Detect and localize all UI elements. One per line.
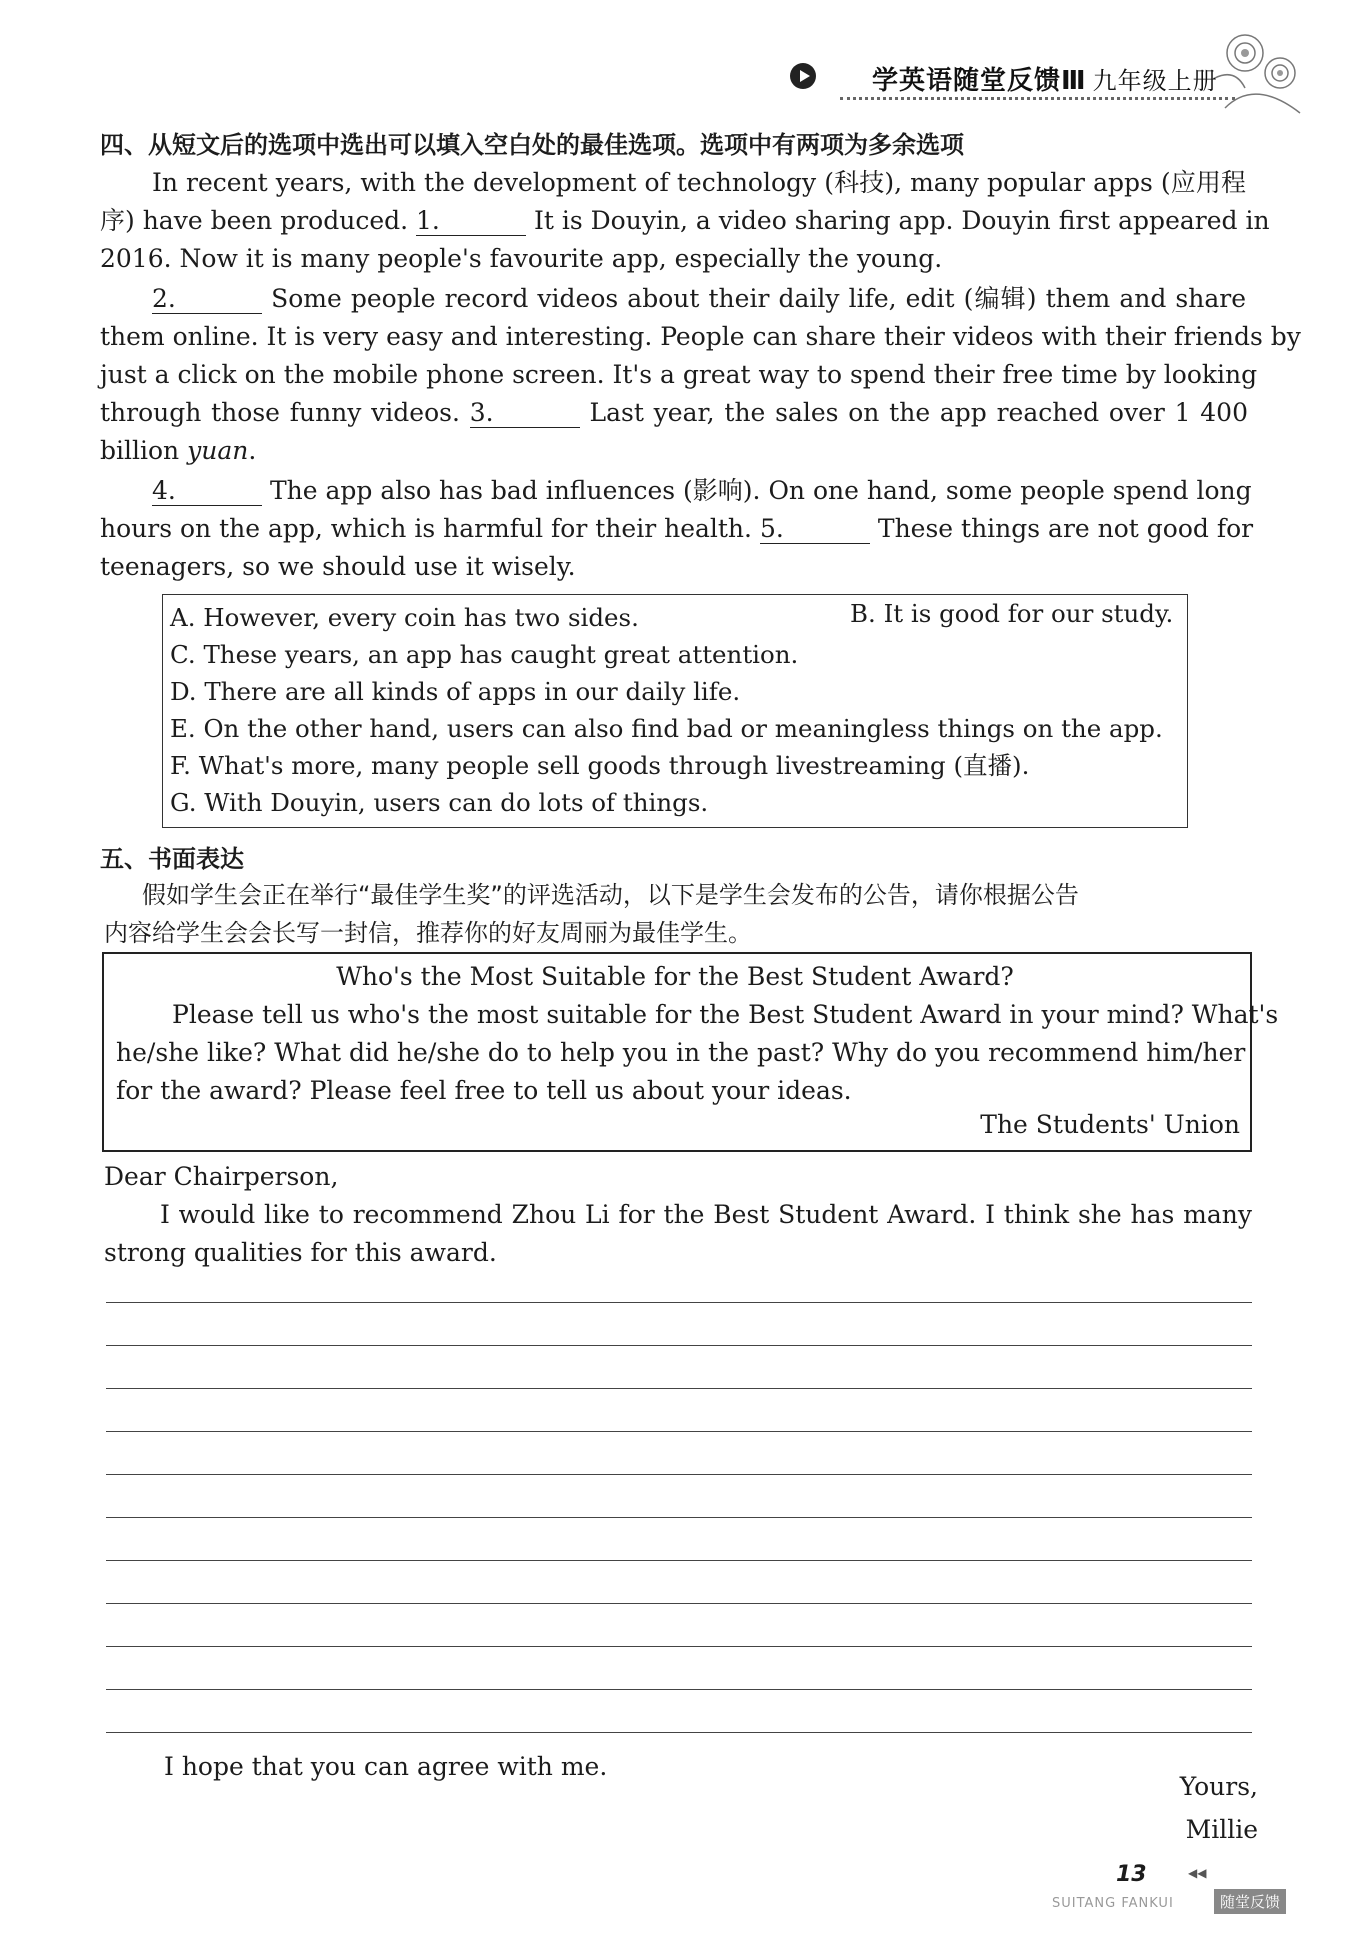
book-title-sub: 九年级上册 bbox=[1092, 67, 1218, 95]
letter-signoff: Yours, bbox=[1179, 1772, 1258, 1801]
p3-line3: teenagers, so we should use it wisely. bbox=[100, 552, 576, 581]
writing-line[interactable] bbox=[106, 1388, 1252, 1389]
p2-line1: 2. Some people record videos about their daily life, edit (编辑) them and share bbox=[152, 284, 1246, 313]
letter-greeting: Dear Chairperson, bbox=[104, 1162, 339, 1191]
section5-instruction-1: 假如学生会正在举行“最佳学生奖”的评选活动，以下是学生会发布的公告，请你根据公告 bbox=[142, 881, 1079, 909]
p3-line1: 4. The app also has bad influences (影响). On one hand, some people spend long bbox=[152, 476, 1252, 505]
brand-english: SUITANG FANKUI bbox=[1052, 1896, 1174, 1911]
writing-line[interactable] bbox=[106, 1732, 1252, 1733]
letter-body-1: I would like to recommend Zhou Li for the Best Student Award. I think she has many bbox=[160, 1200, 1252, 1229]
p2-line3: just a click on the mobile phone screen. It's a great way to spend their free time by looking bbox=[100, 360, 1258, 389]
p1-line3: 2016. Now it is many people's favourite app, especially the young. bbox=[100, 244, 943, 273]
writing-line[interactable] bbox=[106, 1345, 1252, 1346]
writing-line[interactable] bbox=[106, 1646, 1252, 1647]
writing-line[interactable] bbox=[106, 1517, 1252, 1518]
writing-line[interactable] bbox=[106, 1474, 1252, 1475]
notice-signature: The Students' Union bbox=[980, 1110, 1240, 1139]
page-number: 13 bbox=[1116, 1862, 1147, 1887]
letter-closing: I hope that you can agree with me. bbox=[164, 1752, 608, 1781]
blank-5[interactable]: 5. bbox=[760, 515, 870, 544]
header-dotted-rule bbox=[840, 97, 1235, 100]
notice-line-2: he/she like? What did he/she do to help you in the past? Why do you recommend him/her bbox=[116, 1038, 1246, 1067]
blank-4[interactable]: 4. bbox=[152, 477, 262, 506]
section5-instruction-2: 内容给学生会会长写一封信，推荐你的好友周丽为最佳学生。 bbox=[104, 919, 752, 947]
option-e: E. On the other hand, users can also find bad or meaningless things on the app. bbox=[170, 714, 1163, 743]
blank-1[interactable]: 1. bbox=[416, 207, 526, 236]
p2-line5: billion yuan. bbox=[100, 436, 257, 465]
blank-3[interactable]: 3. bbox=[470, 399, 580, 428]
notice-line-3: for the award? Please feel free to tell us about your ideas. bbox=[116, 1076, 852, 1105]
p2-line4: through those funny videos. 3. Last year, the sales on the app reached over 1 400 bbox=[100, 398, 1248, 427]
letter-body-2: strong qualities for this award. bbox=[104, 1238, 497, 1267]
book-title bbox=[872, 60, 1218, 97]
option-a: A. However, every coin has two sides. bbox=[170, 603, 639, 632]
option-f: F. What's more, many people sell goods through livestreaming (直播). bbox=[170, 751, 1030, 780]
option-c: C. These years, an app has caught great attention. bbox=[170, 640, 799, 669]
p2-line2: them online. It is very easy and interesting. People can share their videos with their friends by bbox=[100, 322, 1301, 351]
option-b: B. It is good for our study. bbox=[850, 599, 1174, 628]
p3-line2: hours on the app, which is harmful for their health. 5. These things are not good for bbox=[100, 514, 1254, 543]
writing-line[interactable] bbox=[106, 1431, 1252, 1432]
writing-line[interactable] bbox=[106, 1302, 1252, 1303]
blank-2[interactable]: 2. bbox=[152, 285, 262, 314]
option-d: D. There are all kinds of apps in our daily life. bbox=[170, 677, 741, 706]
flower-decoration-icon bbox=[1205, 18, 1315, 128]
double-arrow-left-icon: ◀◀ bbox=[1188, 1866, 1207, 1880]
notice-line-1: Please tell us who's the most suitable for the Best Student Award in your mind? What's bbox=[172, 1000, 1279, 1029]
p1-line1: In recent years, with the development of technology (科技), many popular apps (应用程 bbox=[152, 168, 1246, 197]
brand-chinese: 随堂反馈 bbox=[1214, 1889, 1286, 1914]
section5-heading: 五、书面表达 bbox=[100, 845, 244, 873]
section4-heading: 四、从短文后的选项中选出可以填入空白处的最佳选项。选项中有两项为多余选项 bbox=[100, 131, 964, 159]
writing-line[interactable] bbox=[106, 1689, 1252, 1690]
writing-line[interactable] bbox=[106, 1603, 1252, 1604]
option-g: G. With Douyin, users can do lots of things. bbox=[170, 788, 709, 817]
play-icon bbox=[790, 63, 816, 89]
writing-line[interactable] bbox=[106, 1560, 1252, 1561]
letter-name: Millie bbox=[1185, 1815, 1258, 1844]
p1-line2: 序) have been produced. 1. It is Douyin, a video sharing app. Douyin first appeared in bbox=[100, 206, 1270, 235]
notice-title: Who's the Most Suitable for the Best Student Award? bbox=[336, 962, 1014, 991]
book-title-main: 学英语随堂反馈Ⅲ bbox=[872, 66, 1087, 96]
